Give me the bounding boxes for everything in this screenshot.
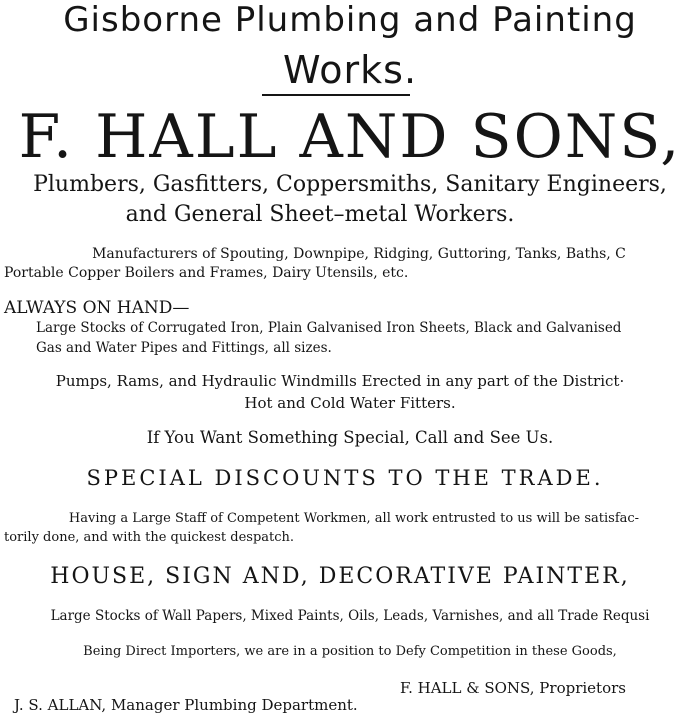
manufacturers-line-2: Portable Copper Boilers and Frames, Dairy Utensils, etc. (4, 265, 409, 281)
staff-line-1: Having a Large Staff of Competent Workmen, all work entrusted to us will be satisfac- (68, 511, 640, 526)
title-line-1: Gisborne Plumbing and Painting (63, 0, 637, 40)
painter-line-2: Being Direct Importers, we are in a position to Defy Competition in these Goods, (83, 644, 617, 659)
title-line-2: Works. (282, 48, 418, 92)
staff-line-2: torily done, and with the quickest despatch. (4, 530, 295, 545)
discounts-heading: SPECIAL DISCOUNTS TO THE TRADE. (86, 466, 604, 490)
manufacturers-line-1: Manufacturers of Spouting, Downpipe, Ridging, Guttoring, Tanks, Baths, C (92, 246, 626, 262)
pumps-line-1: Pumps, Rams, and Hydraulic Windmills Erected in any part of the District· (55, 372, 625, 390)
painter-heading: HOUSE, SIGN AND, DECORATIVE PAINTER, (50, 564, 630, 589)
stocks-line-2: Gas and Water Pipes and Fittings, all sizes. (36, 340, 332, 356)
painter-line-1: Large Stocks of Wall Papers, Mixed Paints, Oils, Leads, Varnishes, and all Trade Requsi (50, 608, 650, 624)
trades-line-1: Plumbers, Gasfitters, Coppersmiths, Sanitary Engineers, (33, 172, 667, 197)
pumps-line-2: Hot and Cold Water Fitters. (244, 394, 456, 412)
stocks-line-1: Large Stocks of Corrugated Iron, Plain Galvanised Iron Sheets, Black and Galvanised (36, 320, 622, 336)
manager-signature: J. S. ALLAN, Manager Plumbing Department. (14, 696, 358, 714)
proprietors-signature: F. HALL & SONS, Proprietors (400, 679, 626, 697)
firm-name: F. HALL AND SONS, (18, 102, 682, 172)
special-call-line: If You Want Something Special, Call and See Us. (146, 428, 554, 447)
trades-line-2: and General Sheet–metal Workers. (125, 202, 515, 227)
always-on-hand-heading: ALWAYS ON HAND— (4, 298, 190, 318)
title-underline (262, 94, 410, 96)
